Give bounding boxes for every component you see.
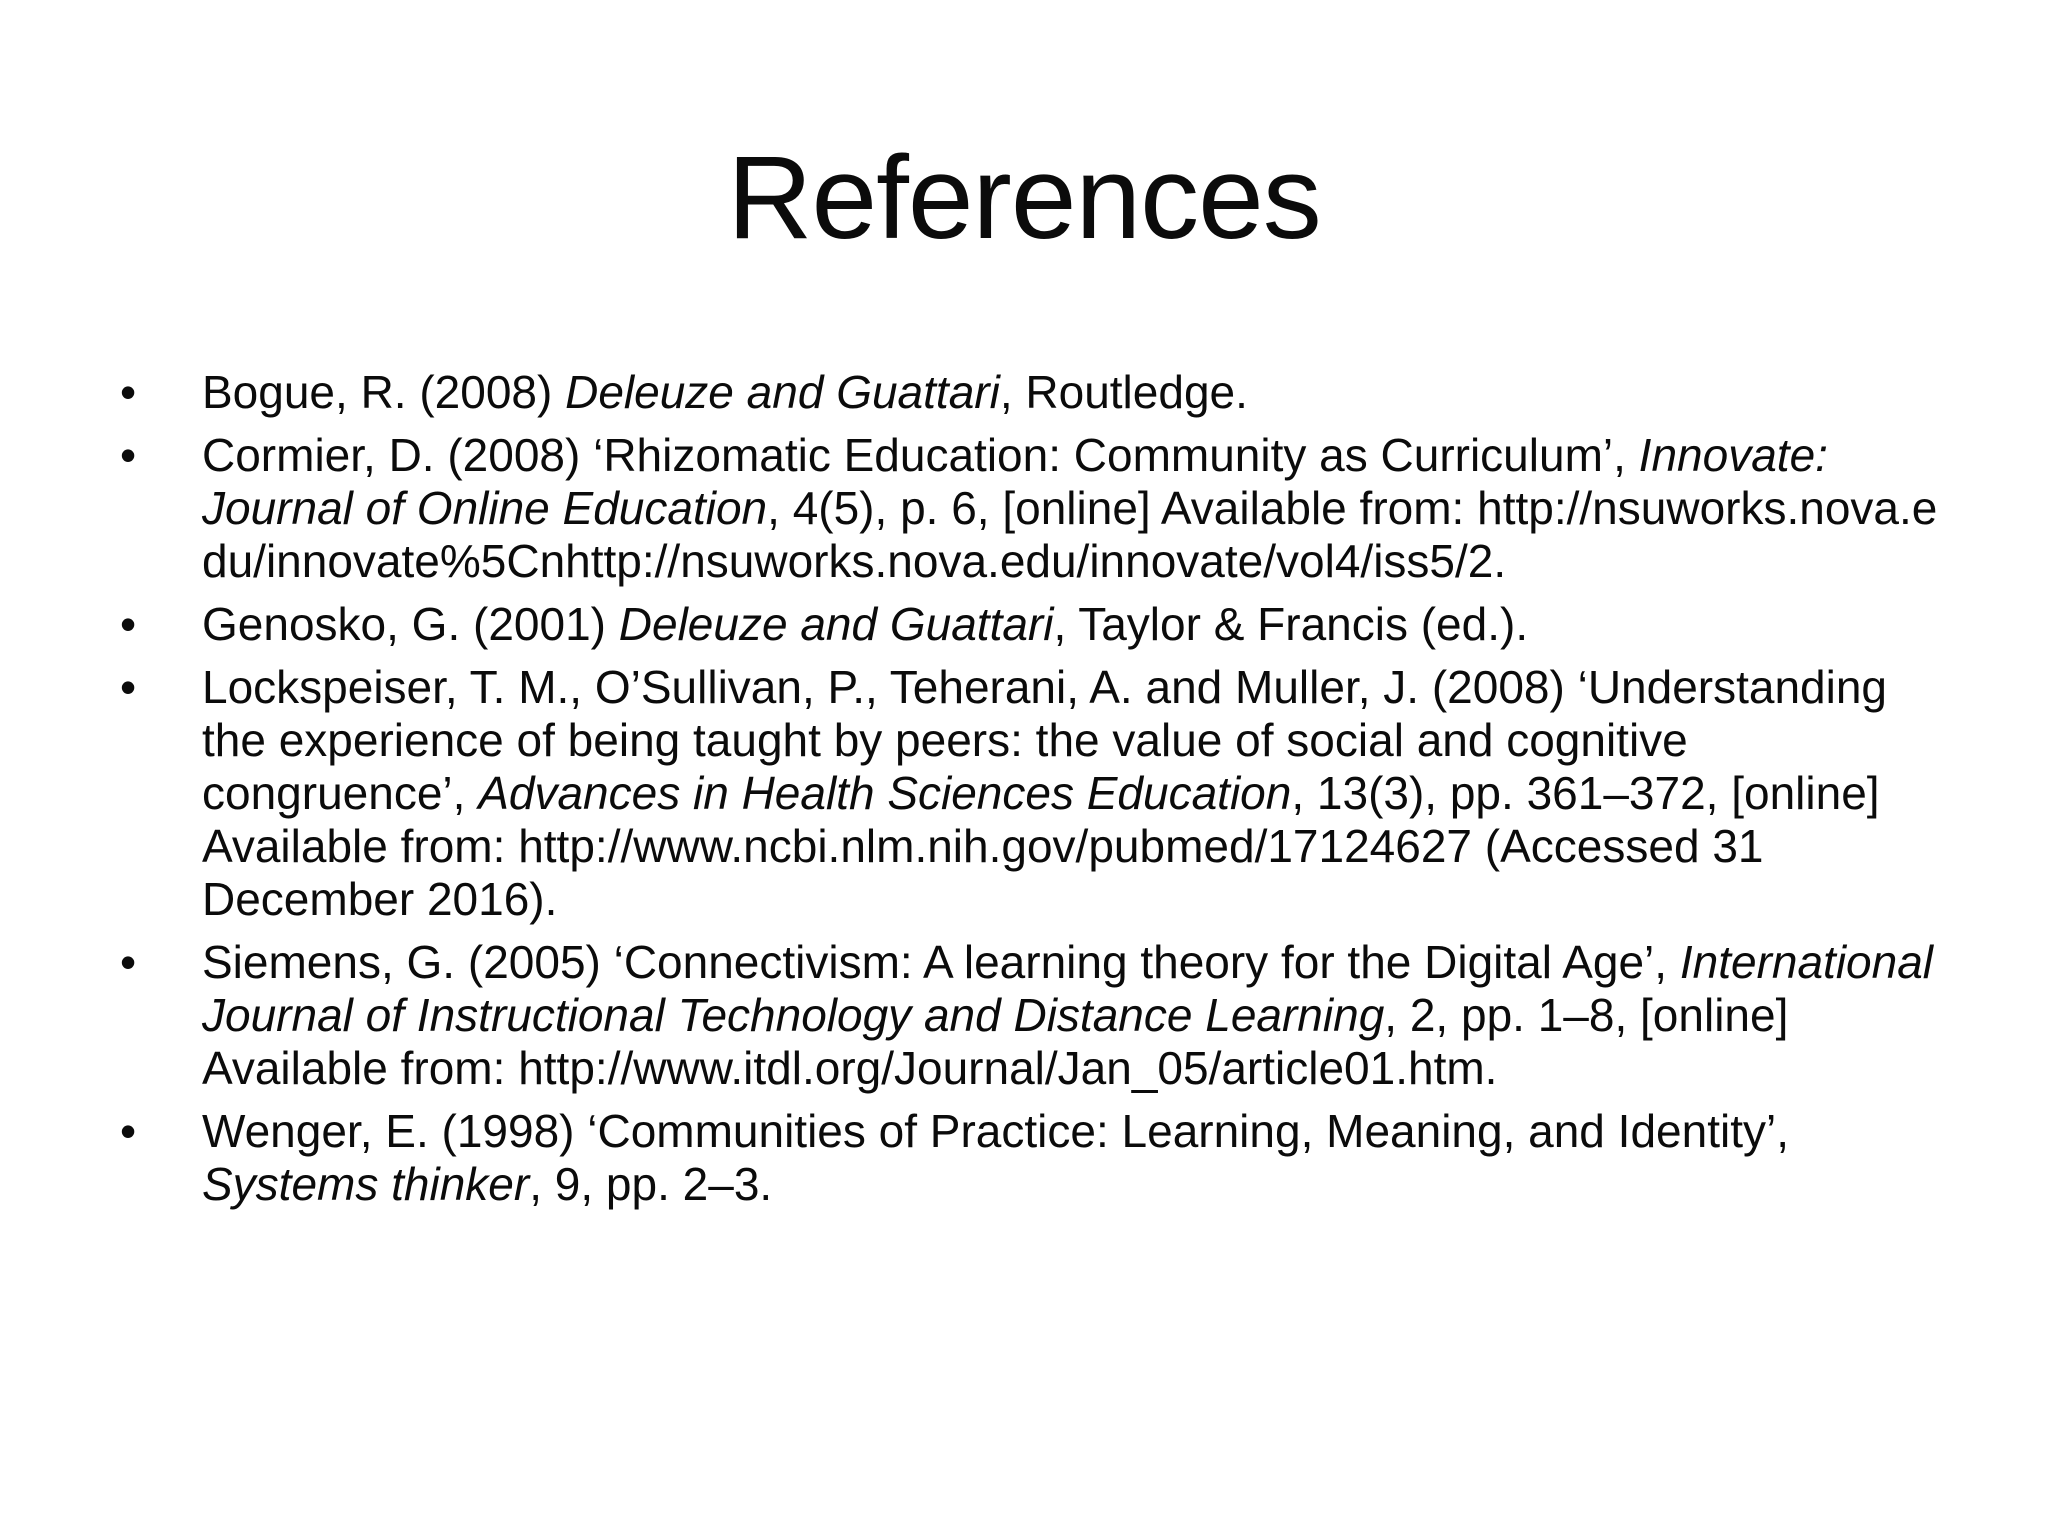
reference-text	[202, 661, 1887, 925]
reference-source: Systems thinker	[202, 1158, 530, 1210]
reference-details: , Routledge.	[999, 366, 1248, 418]
reference-text	[202, 936, 1933, 1094]
slide-title: References	[727, 132, 1321, 264]
reference-source: Advances in Health Sciences Education	[478, 767, 1292, 819]
reference-source: Deleuze and Guattari	[565, 366, 1000, 418]
reference-source: Deleuze and Guattari	[618, 598, 1054, 650]
reference-url: http://www.ncbi.nlm.nih.gov/pubmed/17124627	[518, 820, 1473, 872]
reference-text	[202, 598, 1528, 650]
reference-list	[120, 366, 1950, 1221]
reference-source: International Journal of Instructional Technology and Distance Learning	[202, 936, 1934, 1041]
bullet-icon: •	[120, 1105, 137, 1157]
reference-authors: Genosko, G. (2001)	[202, 598, 619, 650]
reference-details: , Taylor & Francis (ed.).	[1053, 598, 1529, 650]
bullet-icon: •	[120, 429, 137, 481]
bullet-icon: •	[120, 661, 137, 713]
reference-accessed: (Accessed 31 December 2016).	[202, 820, 1764, 925]
reference-authors: Bogue, R. (2008)	[202, 366, 566, 418]
reference-authors: Cormier, D. (2008) ‘Rhizomatic Education: Community as Curriculum’,	[202, 429, 1639, 481]
bullet-icon: •	[120, 936, 137, 988]
reference-authors: Lockspeiser, T. M., O’Sullivan, P., Teherani, A. and Muller, J. (2008) ‘Understanding the experience of being taught by peers: the value of social and cognitive congruence’,	[202, 661, 1888, 819]
reference-details: , 13(3), pp. 361–372, [online] Available from:	[202, 767, 1880, 872]
reference-item-genosko	[120, 598, 1950, 651]
reference-item-siemens	[120, 936, 1950, 1095]
reference-url: http://nsuworks.nova.edu/innovate%5Cnhttp://nsuworks.nova.edu/innovate/vol4/iss5/2.	[202, 482, 1938, 587]
bullet-icon: •	[120, 598, 137, 650]
reference-text	[202, 1105, 1789, 1210]
reference-item-lockspeiser	[120, 661, 1950, 926]
reference-item-cormier	[120, 429, 1950, 588]
reference-details: , 9, pp. 2–3.	[529, 1158, 773, 1210]
bullet-icon: •	[120, 366, 137, 418]
reference-url: http://www.itdl.org/Journal/Jan_05/article01.htm.	[518, 1042, 1498, 1094]
reference-details: , 4(5), p. 6, [online] Available from:	[767, 482, 1478, 534]
reference-source: Innovate: Journal of Online Education	[202, 429, 1828, 534]
reference-text	[202, 366, 1248, 418]
reference-item-wenger	[120, 1105, 1950, 1211]
reference-item-bogue	[120, 366, 1950, 419]
reference-authors: Siemens, G. (2005) ‘Connectivism: A learning theory for the Digital Age’,	[202, 936, 1680, 988]
reference-text	[202, 429, 1937, 587]
reference-details: , 2, pp. 1–8, [online] Available from:	[202, 989, 1789, 1094]
reference-authors: Wenger, E. (1998) ‘Communities of Practice: Learning, Meaning, and Identity’,	[202, 1105, 1789, 1157]
